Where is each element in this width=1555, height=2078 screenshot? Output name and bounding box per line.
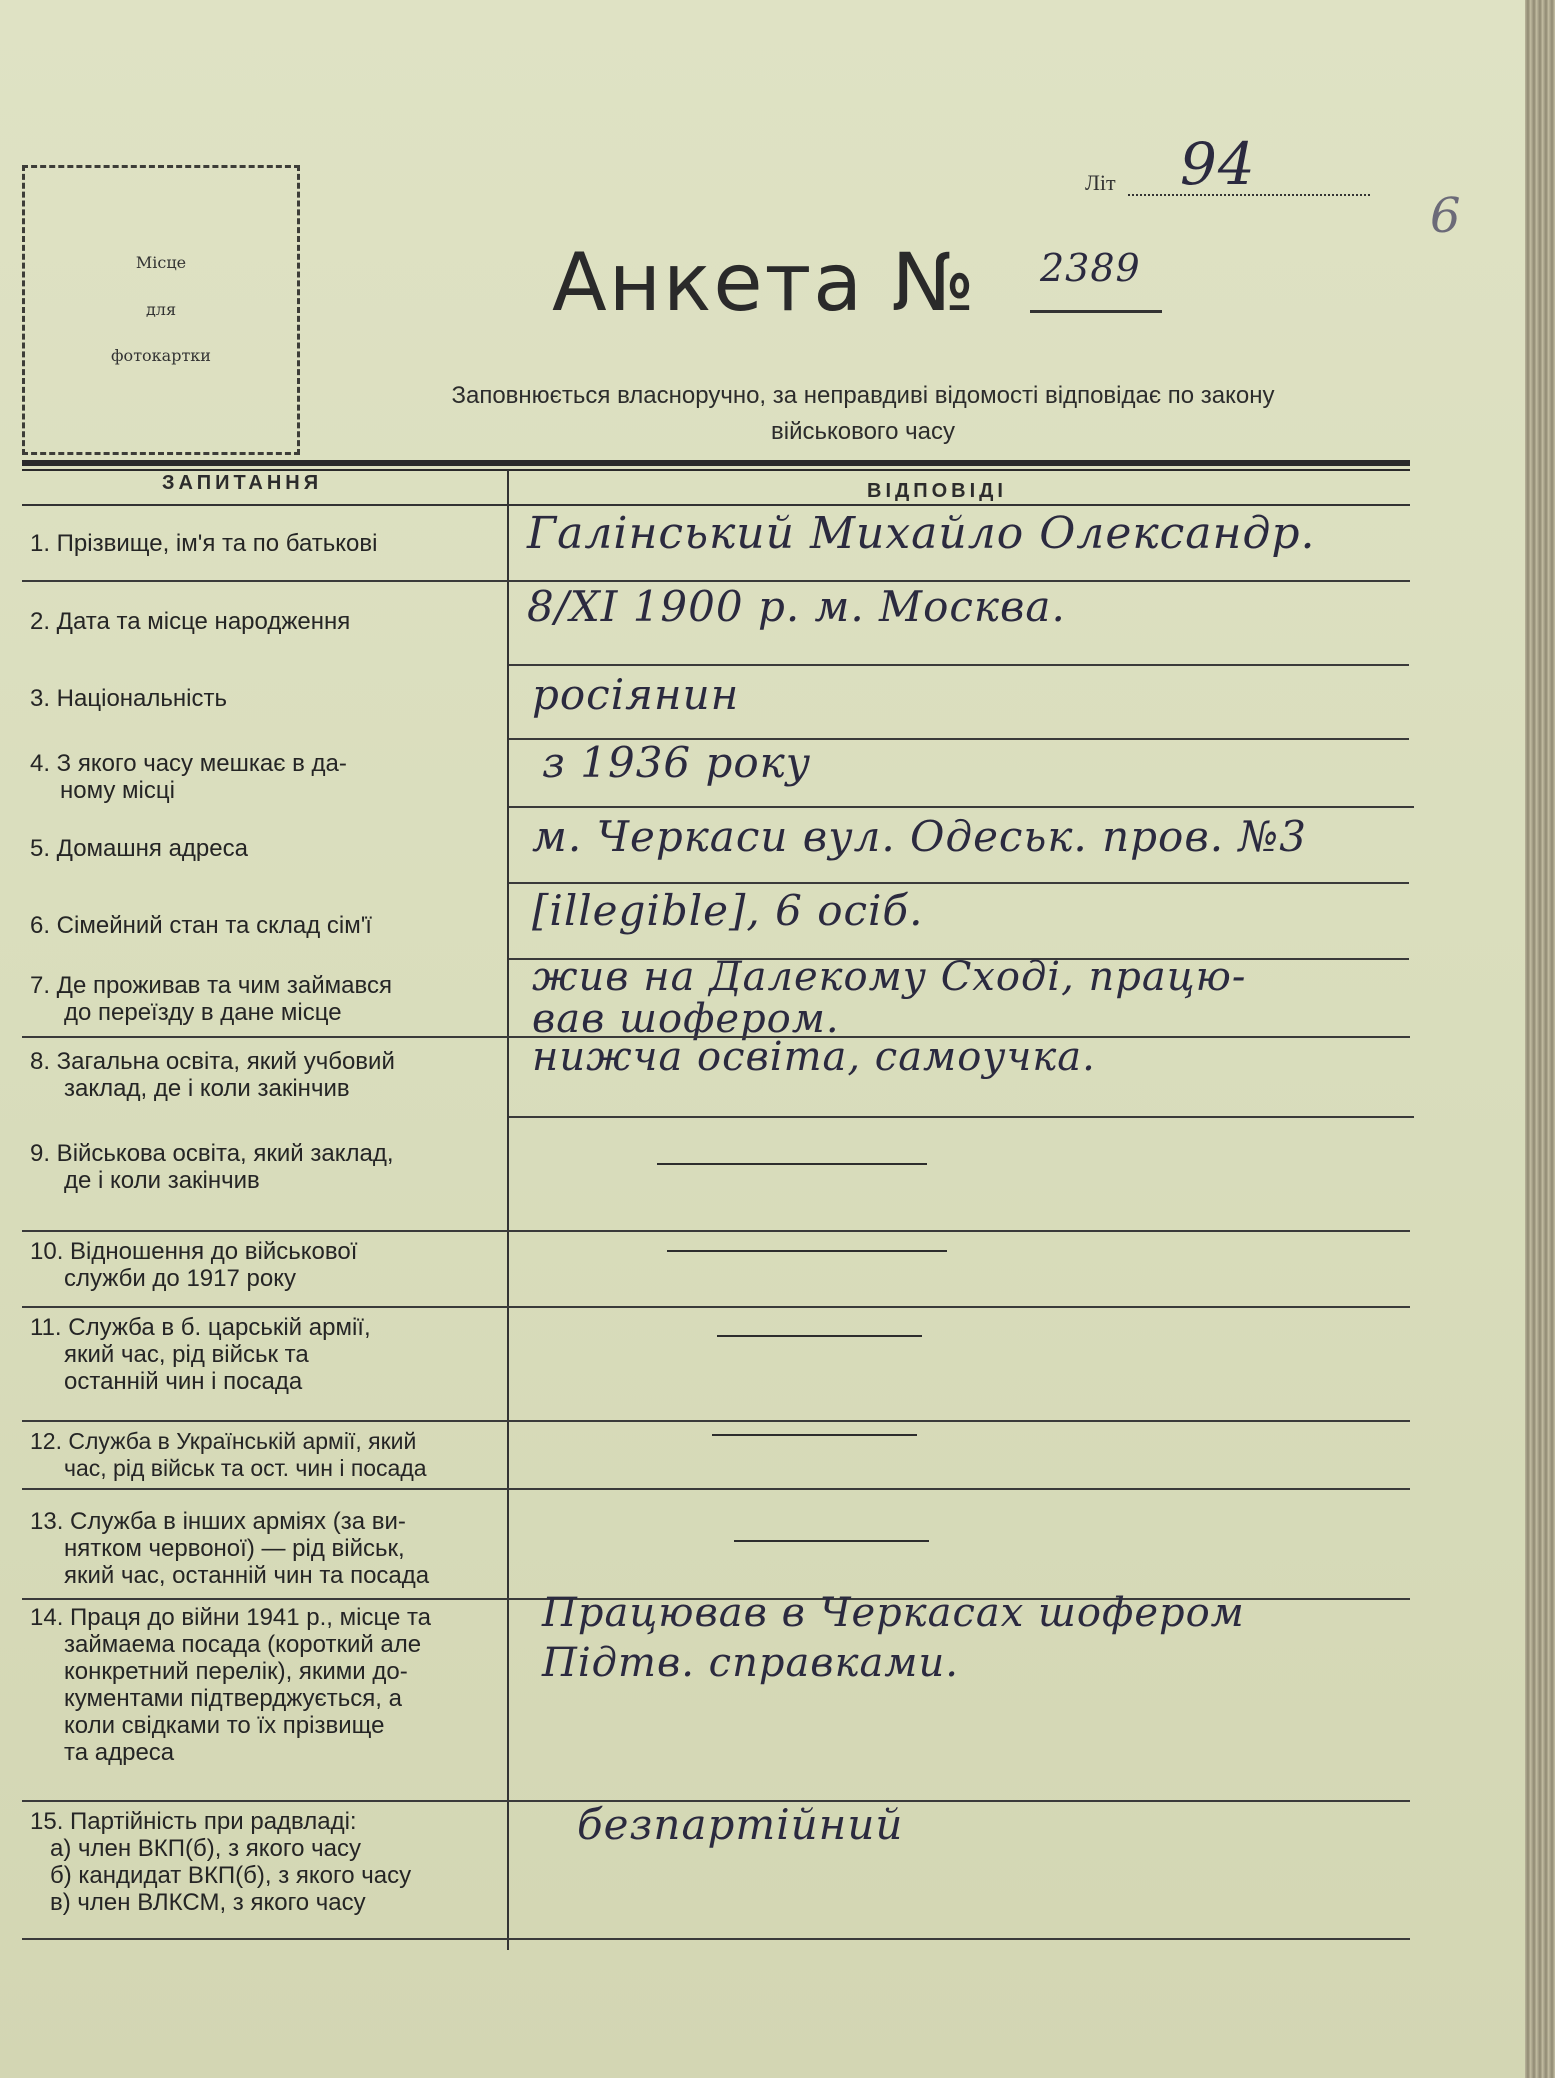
row-line [22, 1306, 1410, 1308]
table-top-rule-thin [22, 469, 1410, 471]
no-answer-dash [717, 1335, 922, 1337]
row-line [509, 664, 1409, 666]
question-8: 8. Загальна освіта, який учбовий заклад, де і коли закінчив [30, 1048, 395, 1102]
photo-label-3: фотокартки [111, 346, 211, 366]
question-7: 7. Де проживав та чим займався до переїзду в дане місце [30, 972, 392, 1026]
answer-8: нижча освіта, самоучка. [532, 1034, 1096, 1080]
column-header-questions: ЗАПИТАННЯ [162, 472, 323, 494]
question-14: 14. Праця до війни 1941 р., місце та займаема посада (короткий але конкретний перелік), якими до- кументами підтверджується, а коли свідками то їх прізвище та адреса [30, 1604, 432, 1766]
question-12: 12. Служба в Українській армії, який час, рід військ та ост. чин і посада [30, 1428, 427, 1481]
subtitle-line-2: військового часу [770, 418, 956, 445]
photo-placeholder [22, 165, 300, 455]
question-2: 2. Дата та місце народження [30, 608, 351, 635]
row-line [509, 1116, 1414, 1118]
answer-2: 8/XI 1900 р. м. Москва. [527, 582, 1066, 631]
question-1: 1. Прізвище, ім'я та по батькові [30, 530, 378, 557]
question-10: 10. Відношення до військової служби до 1917 року [30, 1238, 358, 1292]
answer-14-line-1: Працював в Черкасах шофером [542, 1590, 1245, 1636]
answer-1: Галінський Михайло Олександр. [527, 508, 1316, 559]
column-header-answers: ВІДПОВІДІ [867, 480, 1007, 502]
question-5: 5. Домашня адреса [30, 835, 248, 862]
corner-mark: 6 [1430, 188, 1462, 244]
answer-6: [illegible], 6 осіб. [532, 886, 924, 935]
table-top-rule [22, 460, 1410, 466]
lit-number: 94 [1180, 130, 1256, 198]
answer-14-line-2: Підтв. справками. [542, 1640, 959, 1686]
answer-15: безпартійний [577, 1800, 904, 1849]
column-divider [507, 470, 509, 1950]
subtitle-line-1: Заповнюється власноручно, за неправдиві відомості відповідає по закону [451, 382, 1275, 409]
question-13: 13. Служба в інших арміях (за ви- нятком червоної) — рід військ, який час, останній чин та посада [30, 1508, 430, 1589]
answer-5: м. Черкаси вул. Одеськ. пров. №3 [532, 812, 1307, 861]
answer-4: з 1936 року [542, 738, 812, 787]
row-line [509, 882, 1409, 884]
row-line [22, 1488, 1410, 1490]
question-3: 3. Національність [30, 685, 227, 712]
question-4: 4. З якого часу мешкає в да- ному місці [30, 750, 347, 804]
no-answer-dash [657, 1163, 927, 1165]
stacked-pages-edge [1525, 0, 1555, 2078]
no-answer-dash [734, 1540, 929, 1542]
answer-7-line-1: жив на Далекому Сході, працю- [532, 954, 1247, 1000]
answer-3: росіянин [532, 670, 740, 719]
no-answer-dash [667, 1250, 947, 1252]
no-answer-dash [712, 1434, 917, 1436]
question-6: 6. Сімейний стан та склад сім'ї [30, 912, 372, 939]
row-line [22, 1230, 1410, 1232]
form-number: 2389 [1040, 246, 1141, 290]
form-title: Анкета № [552, 236, 977, 329]
number-underline [1030, 310, 1162, 313]
questionnaire-table [22, 460, 1410, 1940]
row-line [22, 1420, 1410, 1422]
lit-label: Літ [1085, 170, 1116, 195]
table-bottom-line [22, 1938, 1410, 1940]
form-subtitle [318, 378, 1408, 450]
question-11: 11. Служба в б. царській армії, який час, рід військ та останній чин і посада [30, 1314, 371, 1395]
row-line [509, 806, 1414, 808]
question-9: 9. Військова освіта, який заклад, де і коли закінчив [30, 1140, 394, 1194]
photo-label-2: для [145, 299, 177, 319]
header-bottom-line [22, 504, 1410, 506]
question-15: 15. Партійність при радвладі: а) член ВКП(б), з якого часу б) кандидат ВКП(б), з якого часу в) член ВЛКСМ, з якого часу [30, 1808, 412, 1916]
answer-7-line-2: вав шофером. [532, 996, 840, 1042]
photo-label-1: Місце [135, 253, 187, 273]
